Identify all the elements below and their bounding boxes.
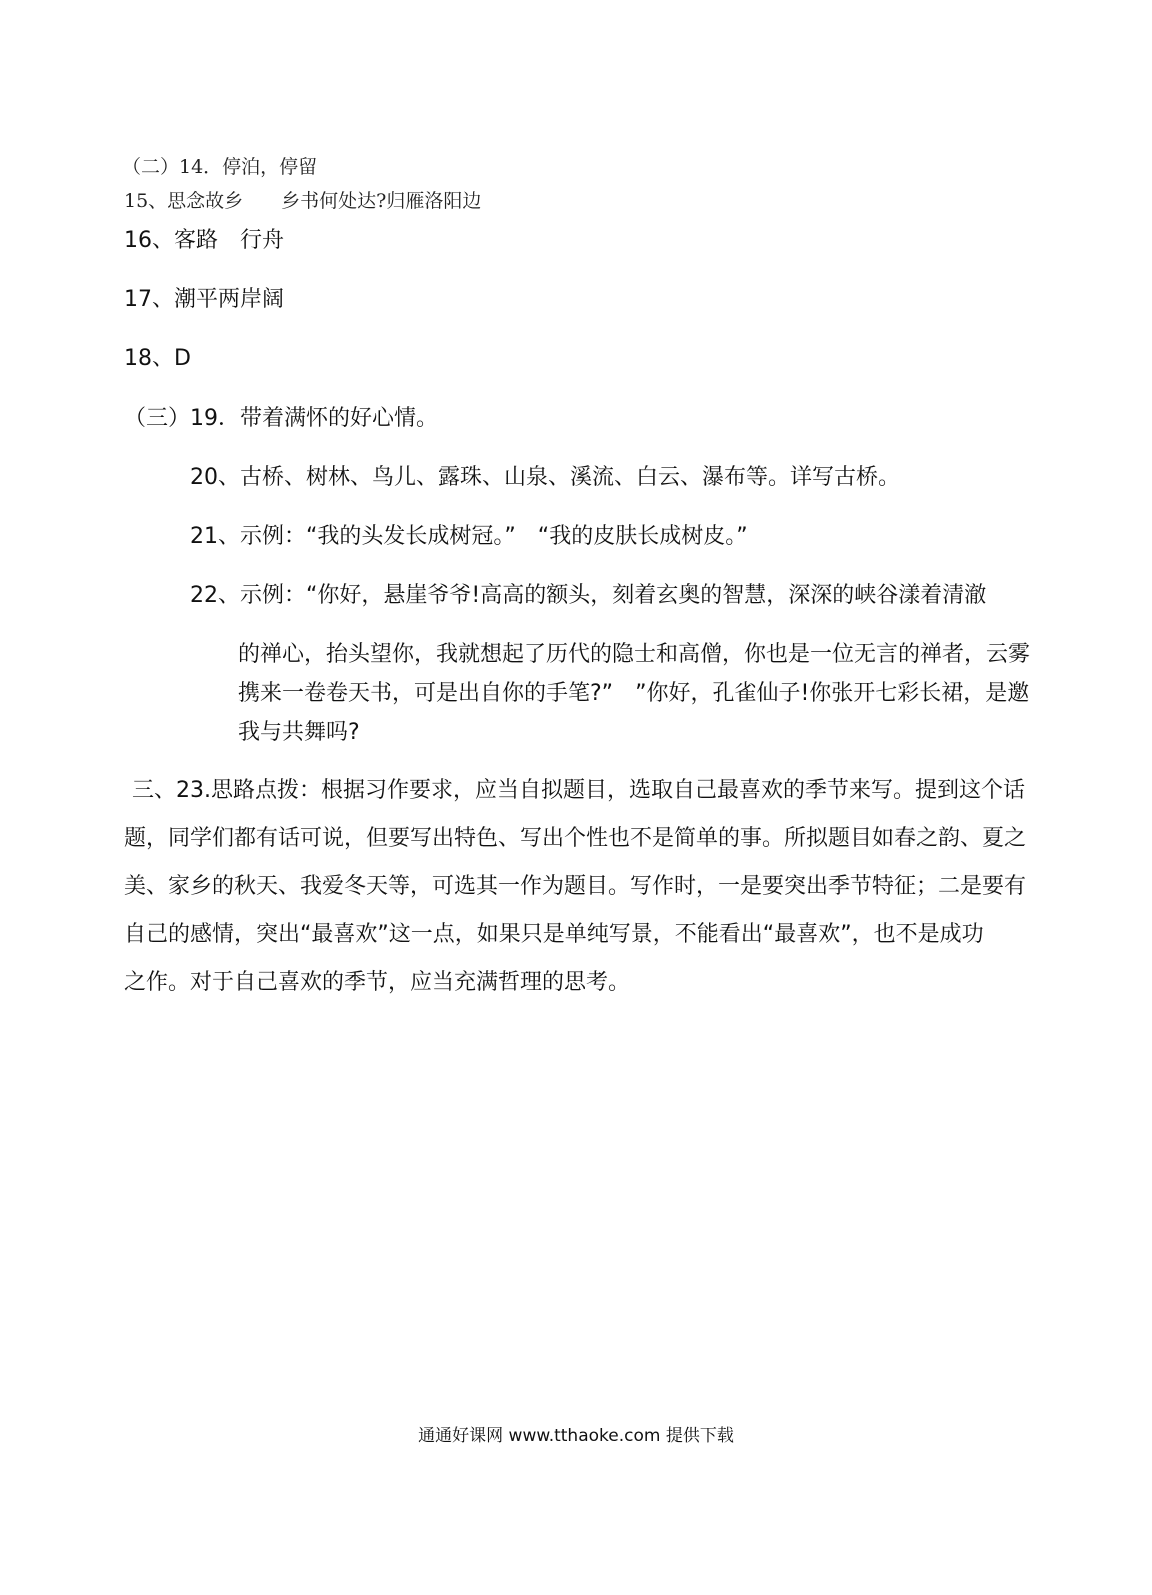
answer-q23-line5: 之作。对于自己喜欢的季节，应当充满哲理的思考。 bbox=[124, 970, 631, 995]
answer-q22-line1: 22、示例：“你好，悬崖爷爷!高高的额头，刻着玄奥的智慧，深深的峡谷漾着清澈 bbox=[190, 583, 987, 608]
answer-q22-line3: 携来一卷卷天书，可是出自你的手笔?” ”你好，孔雀仙子!你张开七彩长裙，是邀 bbox=[238, 681, 1030, 706]
answer-q23-line3: 美、家乡的秋天、我爱冬天等，可选其一作为题目。写作时，一是要突出季节特征；二是要有 bbox=[124, 874, 1027, 899]
answer-q15: 15、思念故乡 乡书何处达?归雁洛阳边 bbox=[124, 190, 482, 212]
answer-q16: 16、客路 行舟 bbox=[124, 228, 284, 253]
answer-q20: 20、古桥、树林、鸟儿、露珠、山泉、溪流、白云、瀑布等。详写古桥。 bbox=[190, 465, 900, 490]
answer-q23-line1: 三、23.思路点拨：根据习作要求，应当自拟题目，选取自己最喜欢的季节来写。提到这个话 bbox=[132, 778, 1025, 803]
page-footer: 通通好课网 www.tthaoke.com 提供下载 bbox=[418, 1426, 734, 1446]
answer-q23-line4: 自己的感情，突出“最喜欢”这一点，如果只是单纯写景，不能看出“最喜欢”，也不是成功 bbox=[124, 922, 984, 947]
answer-q17: 17、潮平两岸阔 bbox=[124, 287, 284, 312]
answer-q21: 21、示例：“我的头发长成树冠。” “我的皮肤长成树皮。” bbox=[190, 524, 748, 549]
answer-q19: （三）19．带着满怀的好心情。 bbox=[124, 406, 438, 431]
answer-q22-line2: 的禅心，抬头望你，我就想起了历代的隐士和高僧，你也是一位无言的禅者，云雾 bbox=[238, 642, 1031, 667]
answer-q22-line4: 我与共舞吗? bbox=[238, 720, 360, 745]
answer-q23-line2: 题，同学们都有话可说，但要写出特色、写出个性也不是简单的事。所拟题目如春之韵、夏之 bbox=[124, 826, 1027, 851]
answer-q18: 18、D bbox=[124, 346, 191, 371]
answer-q14: （二）14．停泊，停留 bbox=[122, 156, 318, 178]
